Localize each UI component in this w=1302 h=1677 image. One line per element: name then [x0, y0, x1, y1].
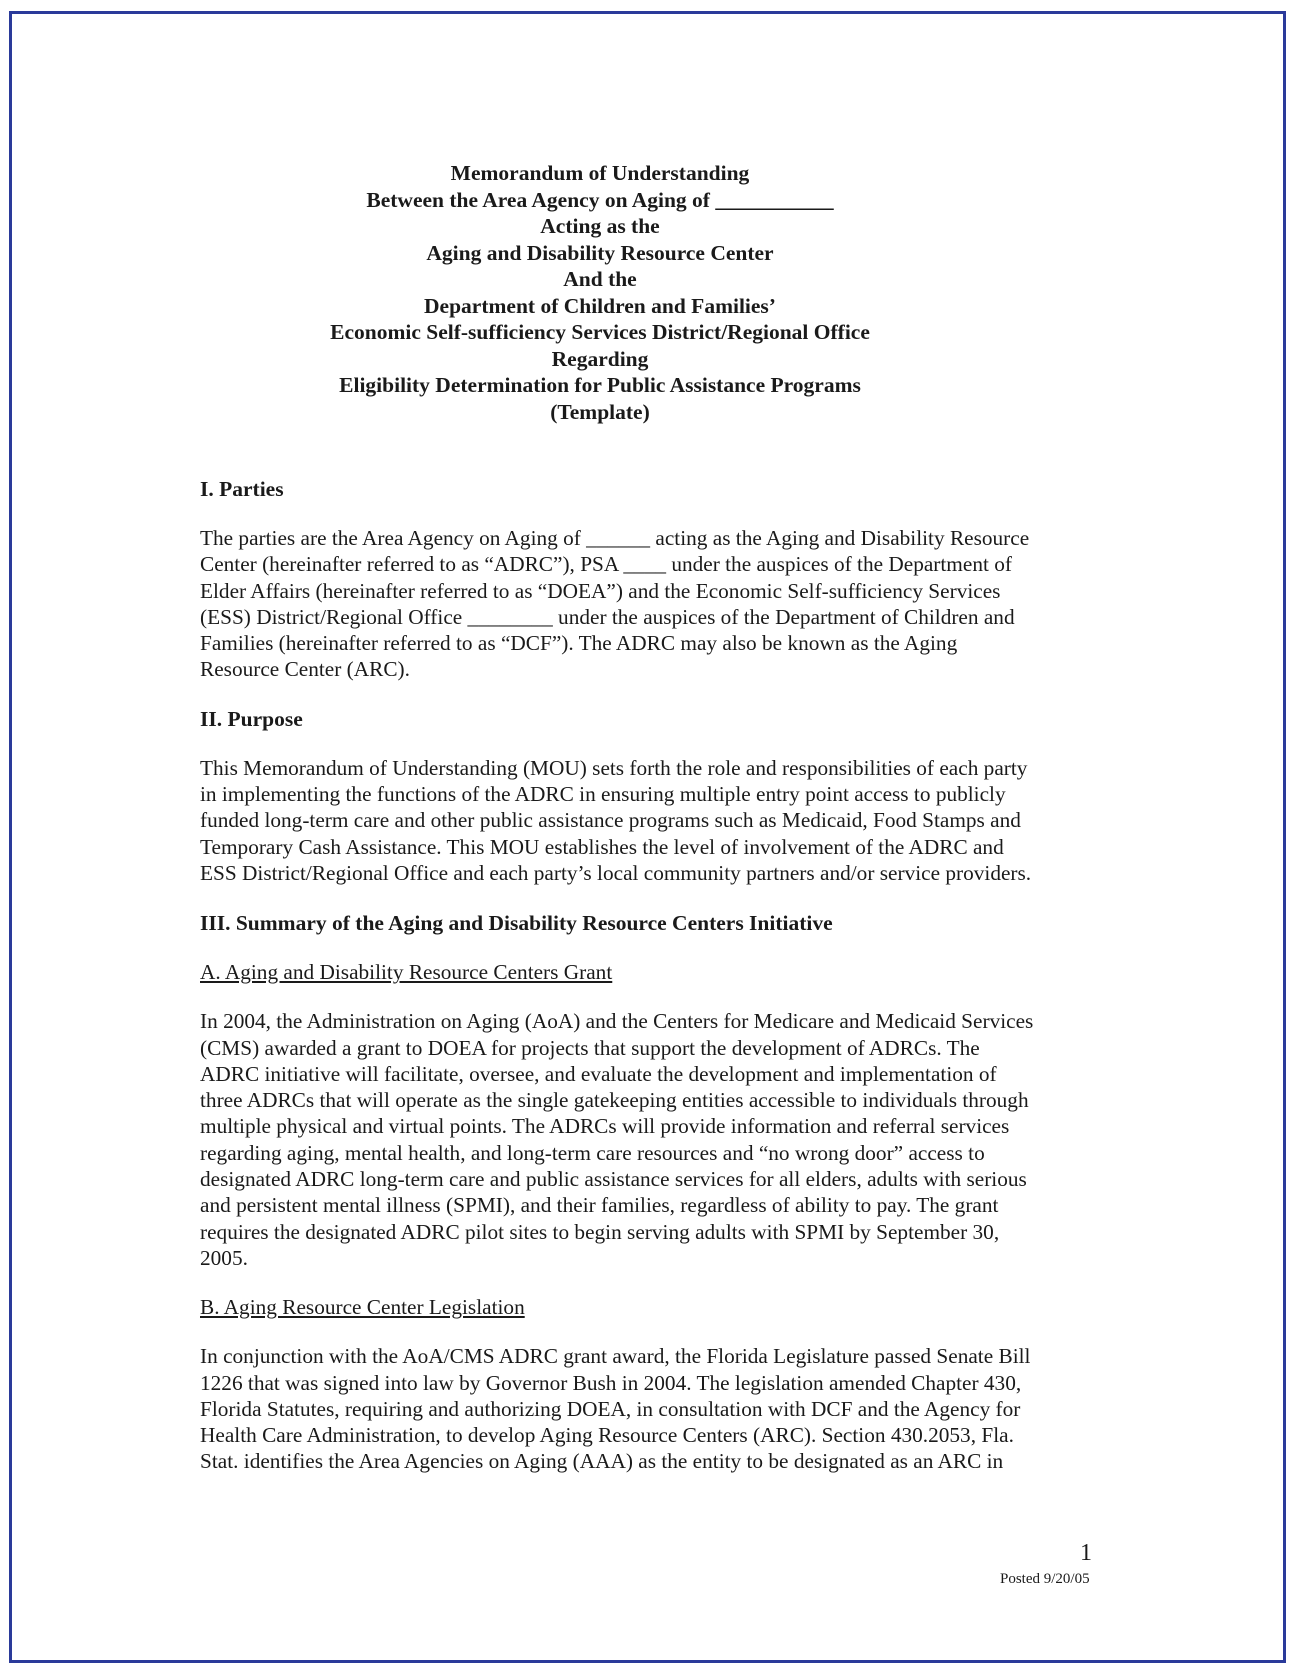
page-number: 1 [1080, 1540, 1092, 1566]
title-line: Department of Children and Families’ [424, 293, 776, 318]
document-body [200, 160, 1100, 1475]
title-line: Between the Area Agency on Aging of ___________ [366, 187, 834, 212]
section-heading-purpose: II. Purpose [200, 706, 303, 731]
title-line: Regarding [551, 346, 649, 371]
grant-paragraph: In 2004, the Administration on Aging (AoA) and the Centers for Medicare and Medicaid Services (CMS) awarded a grant to DOEA for projects that support the development of ADRCs. The ADRC initiative will facilitate, oversee, and evaluate the development and implementation of three ADRCs that will operate as the single gatekeeping entities accessible to individuals through multiple physical and virtual points. The ADRCs will provide information and referral services regarding aging, mental health, and long-term care resources and “no wrong door” access to designated ADRC long-term care and public assistance services for all elders, adults with serious and persistent mental illness (SPMI), and their families, regardless of ability to pay. The grant requires the designated ADRC pilot sites to begin serving adults with SPMI by September 30, 2005. [200, 1009, 1034, 1270]
section-heading-summary: III. Summary of the Aging and Disability Resource Centers Initiative [200, 911, 833, 936]
subheading-grant: A. Aging and Disability Resource Centers Grant [200, 960, 613, 985]
posted-date: Posted 9/20/05 [1000, 1571, 1090, 1587]
legislation-paragraph: In conjunction with the AoA/CMS ADRC grant award, the Florida Legislature passed Senate Bill 1226 that was signed into law by Governor Bush in 2004. The legislation amended Chapter 430, Florida Statutes, requiring and authorizing DOEA, in consultation with DCF and the Agency for Health Care Administration, to develop Aging Resource Centers (ARC). Section 430.2053, Fla. Stat. identifies the Area Agencies on Aging (AAA) as the entity to be designated as an ARC in [200, 1344, 1031, 1474]
subheading-legislation: B. Aging Resource Center Legislation [200, 1295, 525, 1320]
title-line: (Template) [550, 399, 650, 424]
section-heading-parties: I. Parties [200, 477, 284, 501]
document-title [150, 160, 1050, 425]
title-line: Eligibility Determination for Public Assistance Programs [339, 373, 861, 397]
parties-paragraph: The parties are the Area Agency on Aging of ______ acting as the Aging and Disability Resource Center (hereinafter referred to as “ADRC”), PSA ____ under the auspices of the Department of Elder Affairs (hereinafter referred to as “DOEA”) and the Economic Self-sufficiency Services (ESS) District/Regional Office ________ under the auspices of the Department of Children and Families (hereinafter referred to as “DCF”). The ADRC may also be known as the Aging Resource Center (ARC). [200, 526, 1030, 682]
title-line: Memorandum of Understanding [450, 161, 750, 185]
title-line: Economic Self-sufficiency Services District/Regional Office [330, 320, 870, 344]
title-line: Aging and Disability Resource Center [426, 240, 774, 265]
purpose-paragraph: This Memorandum of Understanding (MOU) sets forth the role and responsibilities of each party in implementing the functions of the ADRC in ensuring multiple entry point access to publicly funded long-term care and other public assistance programs such as Medicaid, Food Stamps and Temporary Cash Assistance. This MOU establishes the level of involvement of the ADRC and ESS District/Regional Office and each party’s local community partners and/or service providers. [200, 755, 1032, 885]
title-line: Acting as the [540, 214, 660, 238]
title-line: And the [563, 267, 637, 291]
